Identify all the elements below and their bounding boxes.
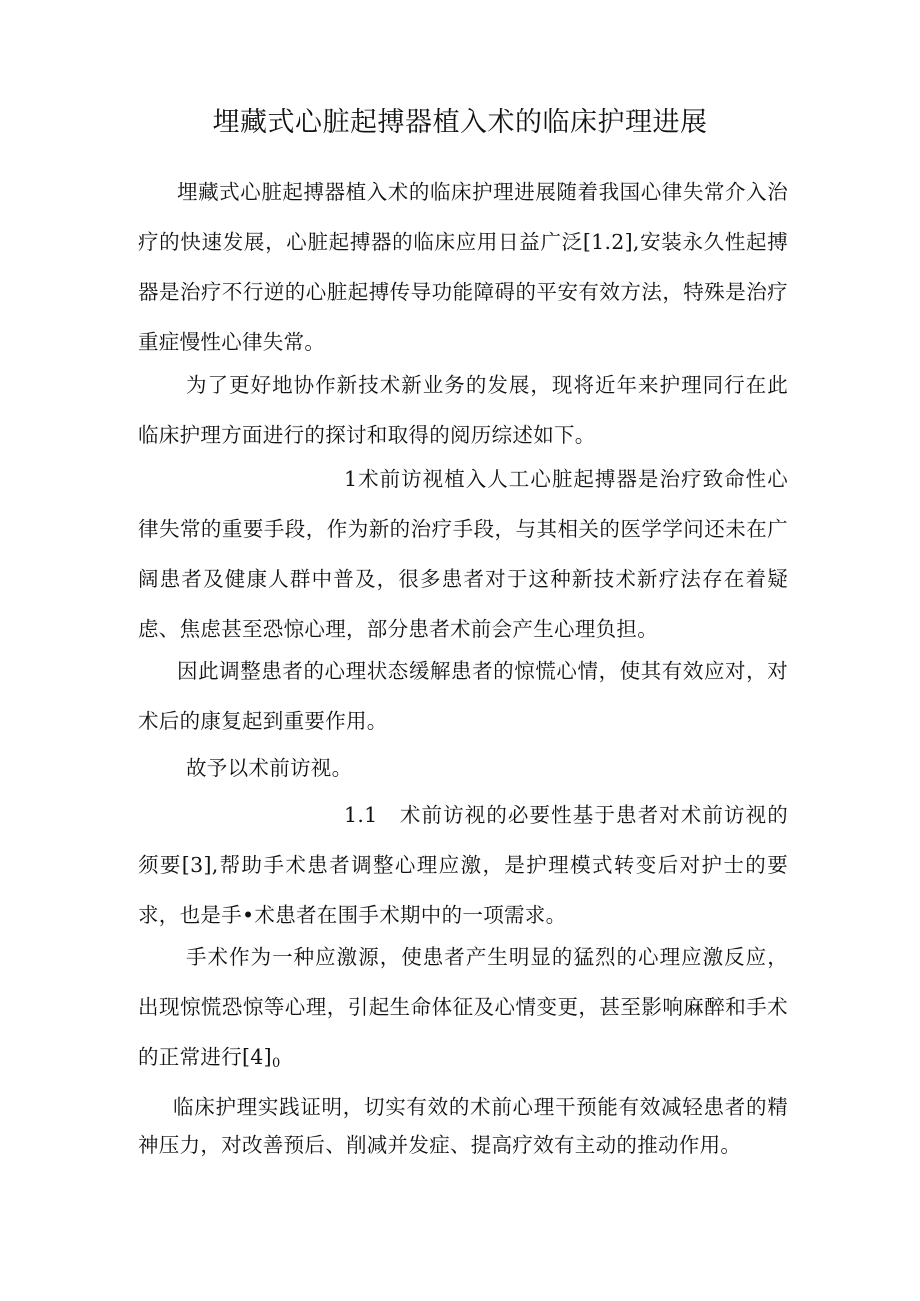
paragraph-section-1-1: 1.1 术前访视的必要性基于患者对术前访视的须要[3],帮助手术患者调整心理应激，是护理模式转变后对护士的要求，也是手•术患者在围手术期中的一项需求。: [138, 803, 788, 927]
paragraph-purpose: 为了更好地协作新技术新业务的发展，现将近年来护理同行在此临床护理方面进行的探讨和取得的阅历综述如下。: [138, 373, 788, 447]
paragraph-stress-suffix: 0: [271, 1056, 281, 1071]
paragraph-psychology: 因此调整患者的心理状态缓解患者的惊慌心情，使其有效应对，对术后的康复起到重要作用。: [138, 659, 788, 733]
document-title: 埋藏式心脏起搏器植入术的临床护理进展: [212, 107, 708, 138]
paragraph-preop-visit: 1术前访视植入人工心脏起搏器是治疗致命性心律失常的重要手段，作为新的治疗手段，与其相关的医学学问还未在广阔患者及健康人群中普及，很多患者对于这种新技术新疗法存在着疑虑、焦虑甚至恐惊心理，部分患者术前会产生心理负担。: [138, 467, 788, 641]
paragraph-visit-short: 故予以术前访视。: [186, 756, 353, 780]
paragraph-stress: [138, 932, 788, 1089]
paragraph-stress-text: 手术作为一种应激源，使患者产生明显的猛烈的心理应激反应，出现惊慌恐惊等心理，引起生命体征及心情变更，甚至影响麻醉和手术的正常进行[4]: [138, 945, 788, 1069]
paragraph-practice: 临床护理实践证明，切实有效的术前心理干预能有效减轻患者的精神压力，对改善预后、削减并发症、提高疗效有主动的推动作用。: [138, 1095, 788, 1157]
paragraph-intro: 埋藏式心脏起搏器植入术的临床护理进展随着我国心律失常介入治疗的快速发展，心脏起搏器的临床应用日益广泛[1.2],安装永久性起搏器是治疗不行逆的心脏起搏传导功能障碍的平安有效方法，特殊是治疗重症慢性心律失常。: [138, 180, 788, 354]
